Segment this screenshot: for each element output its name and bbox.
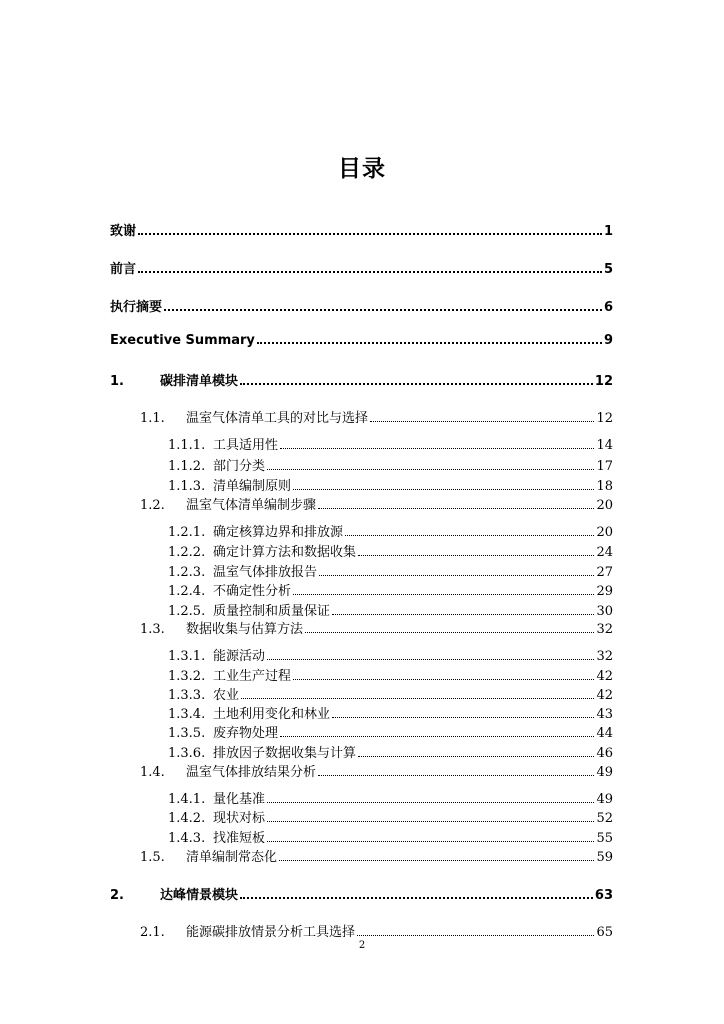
toc-entry[interactable] (168, 665, 613, 684)
toc-entry-title: 农业 (213, 688, 240, 703)
toc-entry-title: 执行摘要 (110, 300, 163, 315)
toc-entry-page: 6 (603, 300, 613, 315)
toc-entry-title: 温室气体清单编制步骤 (186, 498, 317, 513)
toc-entry-number: 1.1.2. (168, 459, 206, 474)
dot-leader (164, 309, 602, 311)
toc-entry-page: 42 (596, 669, 613, 684)
toc-entry-page: 14 (596, 438, 613, 453)
toc-entry-page: 49 (596, 792, 613, 807)
dot-leader (267, 821, 594, 822)
toc-entry[interactable] (168, 580, 613, 599)
dot-leader (257, 342, 602, 344)
toc-entry-title: 数据收集与估算方法 (186, 622, 304, 637)
toc-entry[interactable] (110, 258, 613, 277)
dot-leader (319, 575, 594, 576)
dot-leader (293, 679, 594, 680)
dot-leader (357, 935, 594, 936)
toc-entry-number: 1.3. (140, 622, 165, 637)
toc-entry-page: 20 (596, 498, 613, 513)
toc-entry-title: 致谢 (110, 224, 137, 239)
toc-entry[interactable] (168, 521, 613, 540)
dot-leader (345, 535, 594, 536)
toc-entry-title: 工具适用性 (213, 438, 279, 453)
toc-entry[interactable] (168, 455, 613, 474)
toc-entry-page: 1 (603, 224, 613, 239)
dot-leader (240, 897, 593, 899)
toc-entry-page: 42 (596, 688, 613, 703)
toc-entry[interactable] (140, 846, 613, 865)
toc-entry-title: 质量控制和质量保证 (213, 604, 331, 619)
toc-entry[interactable] (110, 884, 613, 903)
toc-entry-title: 能源碳排放情景分析工具选择 (186, 925, 356, 940)
toc-entry-title: 前言 (110, 262, 137, 277)
toc-entry[interactable] (168, 561, 613, 580)
toc-entry-number: 1.3.4. (168, 707, 206, 722)
toc-entry[interactable] (168, 434, 613, 453)
toc-entry[interactable] (168, 541, 613, 560)
toc-entry-page: 52 (596, 811, 613, 826)
toc-entry-page: 46 (596, 746, 613, 761)
toc-entry-title: 找准短板 (213, 831, 266, 846)
toc-entry-title: 废弃物处理 (213, 726, 279, 741)
toc-entry[interactable] (168, 645, 613, 664)
dot-leader (318, 508, 594, 509)
dot-leader (358, 756, 594, 757)
toc-entry-title: 温室气体排放报告 (213, 565, 318, 580)
toc-entry-page: 32 (596, 622, 613, 637)
toc-entry-title: 量化基准 (213, 792, 266, 807)
toc-entry-page: 9 (603, 333, 613, 348)
toc-entry[interactable] (140, 761, 613, 780)
toc-entry[interactable] (140, 618, 613, 637)
toc-entry-number: 1.1.3. (168, 479, 206, 494)
dot-leader (267, 802, 594, 803)
toc-entry-page: 65 (596, 925, 613, 940)
dot-leader (280, 736, 594, 737)
toc-entry-title: 温室气体排放结果分析 (186, 765, 317, 780)
dot-leader (293, 594, 594, 595)
dot-leader (267, 469, 594, 470)
dot-leader (279, 860, 594, 861)
toc-entry-number: 2.1. (140, 925, 165, 940)
toc-entry[interactable] (140, 921, 613, 940)
dot-leader (280, 448, 594, 449)
dot-leader (293, 489, 594, 490)
toc-entry-title: 能源活动 (213, 649, 266, 664)
dot-leader (240, 383, 593, 385)
toc-entry-number: 2. (110, 888, 124, 903)
toc-entry-page: 12 (594, 374, 613, 389)
dot-leader (332, 614, 594, 615)
toc-entry-title: 部门分类 (213, 459, 266, 474)
toc-entry-title: 清单编制原则 (213, 479, 292, 494)
toc-entry[interactable] (168, 722, 613, 741)
toc-entry-number: 1.1. (140, 411, 165, 426)
toc-entry-number: 1.2.3. (168, 565, 206, 580)
dot-leader (305, 632, 594, 633)
toc-entry-title: 土地利用变化和林业 (213, 707, 331, 722)
toc-entry[interactable] (140, 494, 613, 513)
toc-entry-title: 确定核算边界和排放源 (213, 525, 344, 540)
toc-entry-page: 5 (603, 262, 613, 277)
toc-entry-page: 44 (596, 726, 613, 741)
dot-leader (318, 775, 594, 776)
dot-leader (267, 841, 594, 842)
toc-entry-title: 排放因子数据收集与计算 (213, 746, 357, 761)
toc-entry-number: 1.3.6. (168, 746, 206, 761)
toc-entry[interactable] (168, 807, 613, 826)
toc-entry-number: 1.2.5. (168, 604, 206, 619)
toc-entry[interactable] (168, 788, 613, 807)
toc-entry-page: 29 (596, 584, 613, 599)
toc-entry[interactable] (168, 703, 613, 722)
toc-entry[interactable] (110, 370, 613, 389)
toc-entry-title: 达峰情景模块 (160, 888, 239, 903)
toc-entry-title: 清单编制常态化 (186, 850, 278, 865)
toc-entry-number: 1.3.5. (168, 726, 206, 741)
toc-entry-number: 1.4.2. (168, 811, 206, 826)
toc-entry-number: 1.2.2. (168, 545, 206, 560)
toc-entry-page: 55 (596, 831, 613, 846)
toc-entry-number: 1.1.1. (168, 438, 206, 453)
dot-leader (267, 659, 594, 660)
toc-entry-page: 27 (596, 565, 613, 580)
toc-entry[interactable] (168, 742, 613, 761)
dot-leader (332, 717, 594, 718)
toc-entry[interactable] (110, 220, 613, 239)
dot-leader (138, 233, 602, 235)
toc-entry-title: 温室气体清单工具的对比与选择 (186, 411, 369, 426)
dot-leader (358, 555, 594, 556)
toc-entry-page: 12 (596, 411, 613, 426)
toc-entry-number: 1.3.1. (168, 649, 206, 664)
dot-leader (241, 698, 594, 699)
toc-entry-number: 1.5. (140, 850, 165, 865)
toc-entry-number: 1.3.2. (168, 669, 206, 684)
toc-entry[interactable] (168, 684, 613, 703)
toc-entry[interactable] (110, 333, 613, 348)
toc-entry-title: 不确定性分析 (213, 584, 292, 599)
dot-leader (138, 271, 602, 273)
toc-entry-page: 43 (596, 707, 613, 722)
toc-entry-number: 1.4.3. (168, 831, 206, 846)
toc-entry-page: 30 (596, 604, 613, 619)
page-number: 2 (358, 940, 366, 951)
toc-entry-page: 18 (596, 479, 613, 494)
toc-entry-number: 1.2. (140, 498, 165, 513)
toc-entry-title: 现状对标 (213, 811, 266, 826)
toc-entry[interactable] (140, 407, 613, 426)
dot-leader (370, 421, 594, 422)
toc-entry-page: 32 (596, 649, 613, 664)
toc-entry-number: 1.4.1. (168, 792, 206, 807)
toc-entry[interactable] (110, 296, 613, 315)
toc-entry-page: 49 (596, 765, 613, 780)
toc-entry-page: 17 (596, 459, 613, 474)
toc-entry-number: 1.4. (140, 765, 165, 780)
toc-entry-number: 1.2.4. (168, 584, 206, 599)
page-title: 目录 (338, 156, 386, 182)
toc-entry-title: Executive Summary (110, 333, 255, 348)
toc-entry-title: 碳排清单模块 (160, 374, 239, 389)
toc-entry-page: 24 (596, 545, 613, 560)
toc-entry[interactable] (168, 827, 613, 846)
toc-entry-number: 1.3.3. (168, 688, 206, 703)
toc-entry-title: 工业生产过程 (213, 669, 292, 684)
toc-entry-page: 20 (596, 525, 613, 540)
toc-entry-page: 63 (594, 888, 613, 903)
toc-entry-number: 1.2.1. (168, 525, 206, 540)
toc-entry-page: 59 (596, 850, 613, 865)
toc-entry-title: 确定计算方法和数据收集 (213, 545, 357, 560)
toc-entry[interactable] (168, 600, 613, 619)
toc-entry-number: 1. (110, 374, 124, 389)
toc-entry[interactable] (168, 475, 613, 494)
